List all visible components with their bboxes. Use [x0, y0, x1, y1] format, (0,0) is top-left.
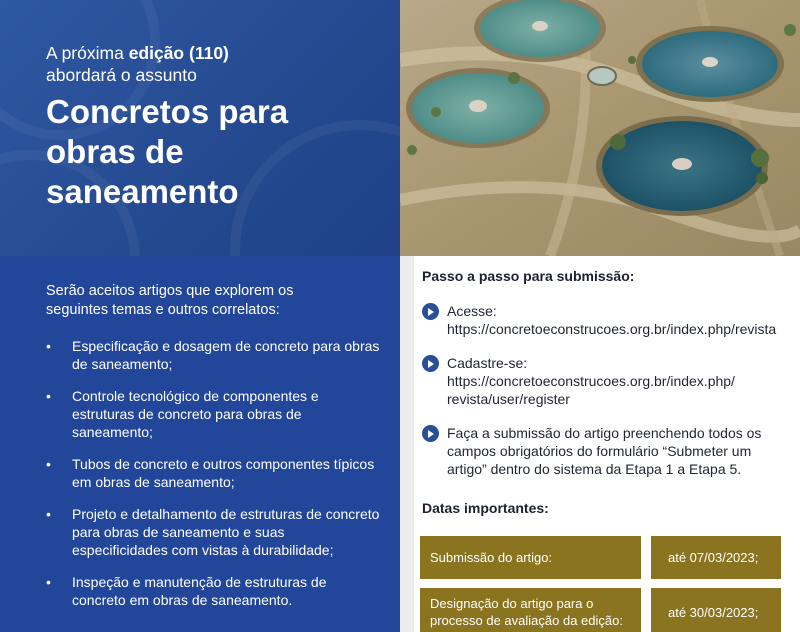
bullet-icon: •	[46, 388, 51, 404]
topic-text: Controle tecnológico de componentes e estruturas de concreto para obras de saneamento;	[72, 388, 319, 440]
step-label: Acesse:	[447, 303, 497, 319]
topic-text: Tubos de concreto e outros componentes típicos em obras de saneamento;	[72, 456, 375, 490]
play-icon	[422, 303, 439, 320]
date-value-box	[651, 536, 781, 579]
edition-number: edição (110)	[128, 43, 229, 63]
date-label-box	[420, 536, 641, 579]
dates-heading: Datas importantes:	[422, 500, 549, 516]
step-text: campos obrigatórios do formulário “Submeter um	[447, 443, 752, 459]
bullet-icon: •	[46, 456, 51, 472]
register-link[interactable]	[447, 373, 735, 407]
step-access	[422, 302, 776, 338]
intro-text: A próxima	[46, 43, 124, 63]
play-icon	[422, 425, 439, 442]
topic-text: Especificação e dosagem de concreto para obras de saneamento;	[72, 338, 380, 372]
journal-link[interactable]: https://concretoeconstrucoes.org.br/index.php/revista	[447, 321, 777, 337]
page-title: Concretos para obras de saneamento	[46, 93, 289, 210]
list-item	[46, 505, 381, 559]
topic-text: Projeto e detalhamento de estruturas de concreto para obras de saneamento e suas especificidades com vistas à durabilidade;	[72, 506, 380, 558]
header-panel	[0, 0, 400, 256]
topic-text: Inspeção e manutenção de estruturas de concreto em obras de saneamento.	[72, 574, 327, 608]
step-text: artigo” dentro do sistema da Etapa 1 a Etapa 5.	[447, 461, 742, 477]
date-value: até 07/03/2023;	[668, 550, 759, 565]
step-text: Faça a submissão do artigo preenchendo todos os	[447, 425, 762, 441]
step-label: Cadastre-se:	[447, 355, 528, 371]
topics-list	[46, 337, 400, 609]
sanitation-ponds-photo	[400, 0, 800, 256]
list-item	[46, 455, 381, 491]
submission-panel	[400, 256, 800, 632]
date-label-line: processo de avaliação da edição:	[430, 613, 623, 628]
date-label: Submissão do artigo:	[430, 550, 553, 565]
date-label-box	[420, 588, 641, 632]
list-item	[46, 387, 381, 441]
step-register	[422, 354, 735, 408]
play-icon	[422, 355, 439, 372]
register-link-part: https://concretoeconstrucoes.org.br/index.php/	[447, 373, 735, 389]
list-item	[46, 337, 381, 373]
date-label-line: Designação do artigo para o	[430, 596, 594, 611]
side-divider	[400, 256, 414, 632]
topics-panel	[0, 256, 400, 632]
bullet-icon: •	[46, 506, 51, 522]
intro-subtext: abordará o assunto	[46, 65, 197, 85]
date-label	[430, 595, 623, 629]
bullet-icon: •	[46, 338, 51, 354]
topics-intro: Serão aceitos artigos que explorem os seguintes temas e outros correlatos:	[46, 283, 294, 318]
list-item	[46, 573, 381, 609]
date-value: até 30/03/2023;	[668, 604, 759, 620]
edition-intro	[46, 42, 229, 86]
date-value-box	[651, 588, 781, 632]
step-submit	[422, 424, 761, 478]
bullet-icon: •	[46, 574, 51, 590]
register-link-part: revista/user/register	[447, 391, 570, 407]
submission-heading: Passo a passo para submissão:	[422, 268, 635, 284]
